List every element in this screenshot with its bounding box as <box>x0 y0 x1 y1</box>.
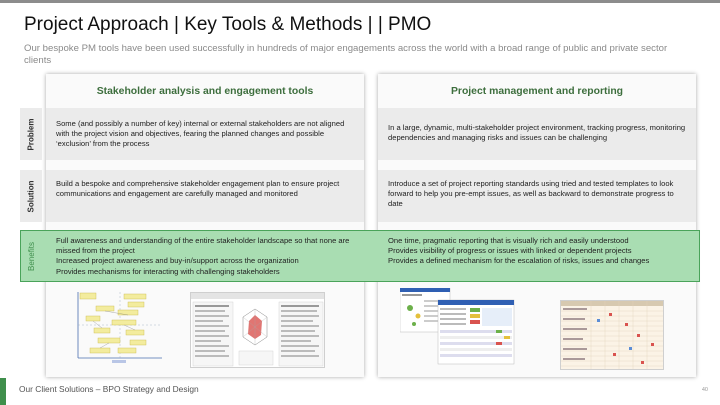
solution-right-text: Introduce a set of project reporting standards using tried and tested templates to look forward to help you pre-empt issues, as well as backward to demonstrate progress to date <box>388 179 674 209</box>
stakeholder-report-thumbnail <box>190 292 325 368</box>
benefits-right-cell <box>378 230 696 282</box>
row-label-benefits <box>20 230 42 282</box>
project-plan-thumbnail <box>560 300 664 370</box>
row-label-benefits-text: Benefits <box>26 241 36 271</box>
benefits-right-line: One time, pragmatic reporting that is visually rich and easily understood <box>388 236 629 245</box>
solution-left-cell <box>46 170 364 222</box>
page-title: Project Approach | Key Tools & Methods | | PMO <box>24 14 432 35</box>
problem-left-cell <box>46 108 364 160</box>
page-subtitle: Our bespoke PM tools have been used successfully in hundreds of major engagements across the world with a broad range of public and private sector clients <box>24 43 668 66</box>
row-label-problem-text: Problem <box>26 117 36 151</box>
stakeholder-matrix-thumbnail <box>68 288 164 366</box>
benefits-left-line: Full awareness and understanding of the entire stakeholder landscape so that none are missed from the project <box>56 236 350 256</box>
row-label-problem <box>20 108 42 160</box>
problem-right-text: In a large, dynamic, multi-stakeholder project environment, tracking progress, monitoring dependencies and managing risks and issues can be challenging <box>388 123 686 143</box>
problem-left-text: Some (and possibly a number of key) internal or external stakeholders are not aligned with the project vision and objectives, fearing the planned changes and possible ‘exclusion’ from the process <box>56 119 345 149</box>
benefits-left-cell <box>46 230 364 282</box>
project-dashboard-thumbnail <box>400 288 530 368</box>
footer-accent-bar <box>0 378 6 405</box>
left-panel-heading: Stakeholder analysis and engagement tools <box>96 85 314 97</box>
right-panel-heading: Project management and reporting <box>450 85 624 97</box>
benefits-left-line: Increased project awareness and buy-in/support across the organization <box>56 256 299 266</box>
benefits-right-line: Provides a defined mechanism for the escalation of risks, issues and changes <box>388 256 650 266</box>
solution-right-cell <box>378 170 696 222</box>
problem-right-cell <box>378 108 696 160</box>
top-rule <box>0 0 720 3</box>
page-number: 40 <box>701 387 708 393</box>
benefits-left-line: Provides mechanisms for interacting with challenging stakeholders <box>56 266 280 276</box>
row-label-solution <box>20 170 42 222</box>
row-label-solution-text: Solution <box>26 180 36 212</box>
benefits-right-line: Provides visibility of progress or issues with linked or dependent projects <box>388 246 632 256</box>
footer-text: Our Client Solutions – BPO Strategy and Design <box>19 384 199 394</box>
solution-left-text: Build a bespoke and comprehensive stakeholder engagement plan to ensure project communications and engagement are carefully managed and monitored <box>56 179 340 199</box>
